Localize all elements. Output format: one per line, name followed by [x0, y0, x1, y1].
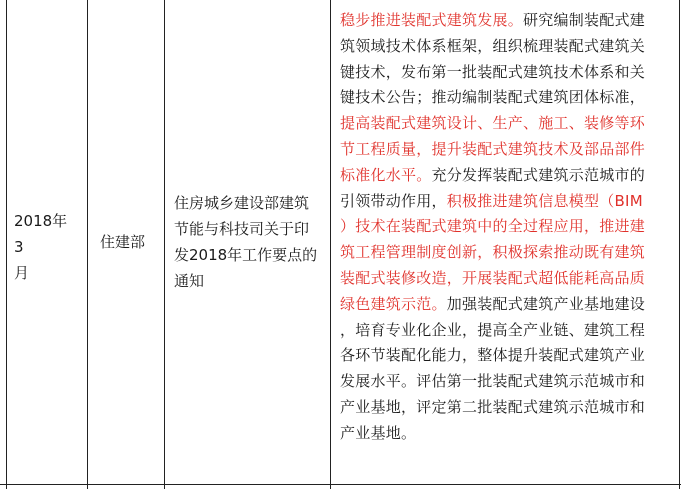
body-text: 充分发挥装配式建筑示范城市的 [431, 165, 646, 184]
content-line [340, 214, 670, 240]
document-title-line: 发2018年工作要点的 [174, 246, 318, 264]
highlighted-text: 绿色建筑示范。 [340, 294, 447, 313]
content-line [340, 266, 670, 292]
body-text: 键技术，发布第一批装配式建筑技术体系和关 [340, 62, 646, 81]
content-line [340, 60, 670, 86]
document-title-cell [174, 190, 330, 294]
highlighted-text: 积极推进建筑信息模型（BIM [446, 191, 643, 210]
content-line [340, 421, 670, 447]
content-line [340, 85, 670, 111]
column-divider [330, 0, 331, 489]
date-line: 月 [14, 264, 30, 282]
body-text: 筑领域技术体系框架，组织梳理装配式建筑关 [340, 36, 646, 55]
content-line [340, 34, 670, 60]
body-text: 引领带动作用， [340, 191, 447, 210]
body-text: 加强装配式建筑产业基地建设 [446, 294, 646, 313]
content-line [340, 189, 670, 215]
department-cell: 住建部 [100, 233, 146, 251]
highlighted-text: 标准化水平。 [340, 165, 432, 184]
content-line [340, 292, 670, 318]
content-line [340, 318, 670, 344]
content-line [340, 343, 670, 369]
highlighted-text: 筑工程管理制度创新，积极探索推动既有建筑 [340, 243, 646, 262]
column-divider [164, 0, 165, 489]
table-border-right [679, 0, 680, 489]
content-line [340, 395, 670, 421]
content-line [340, 369, 670, 395]
table-border-left [6, 0, 7, 489]
body-text: 产业基地，评定第二批装配式建筑示范城市和 [340, 397, 646, 416]
body-text: 研究编制装配式建 [523, 11, 646, 29]
document-title-line: 住房城乡建设部建筑 [174, 194, 310, 212]
highlighted-text: 装配式装修改造，开展装配式超低能耗高品质 [340, 268, 646, 287]
highlighted-text: ）技术在装配式建筑中的全过程应用，推进建 [340, 217, 646, 236]
key-points-cell [340, 8, 670, 447]
row-divider-bottom [0, 484, 681, 485]
body-text: 键技术公告；推动编制装配式建筑团体标准， [340, 88, 646, 107]
highlighted-text: 稳步推进装配式建筑发展。 [340, 11, 524, 29]
date-cell [14, 208, 84, 286]
content-line [340, 137, 670, 163]
body-text: ，培育专业化企业，提高全产业链、建筑工程 [340, 320, 646, 339]
content-line [340, 111, 670, 137]
content-line [340, 8, 670, 34]
highlighted-text: 节工程质量，提升装配式建筑技术及部品部件 [340, 139, 646, 158]
body-text: 产业基地。 [340, 423, 417, 442]
content-line [340, 163, 670, 189]
column-divider [87, 0, 88, 489]
content-line [340, 240, 670, 266]
highlighted-text: 提高装配式建筑设计、生产、施工、装修等环 [340, 114, 646, 133]
document-title-line: 通知 [174, 272, 205, 290]
date-line: 2018年 [14, 212, 68, 230]
date-line: 3 [14, 238, 24, 256]
body-text: 发展水平。评估第一批装配式建筑示范城市和 [340, 372, 646, 391]
document-title-line: 节能与科技司关于印 [174, 220, 310, 238]
body-text: 各环节装配化能力，整体提升装配式建筑产业 [340, 346, 646, 365]
